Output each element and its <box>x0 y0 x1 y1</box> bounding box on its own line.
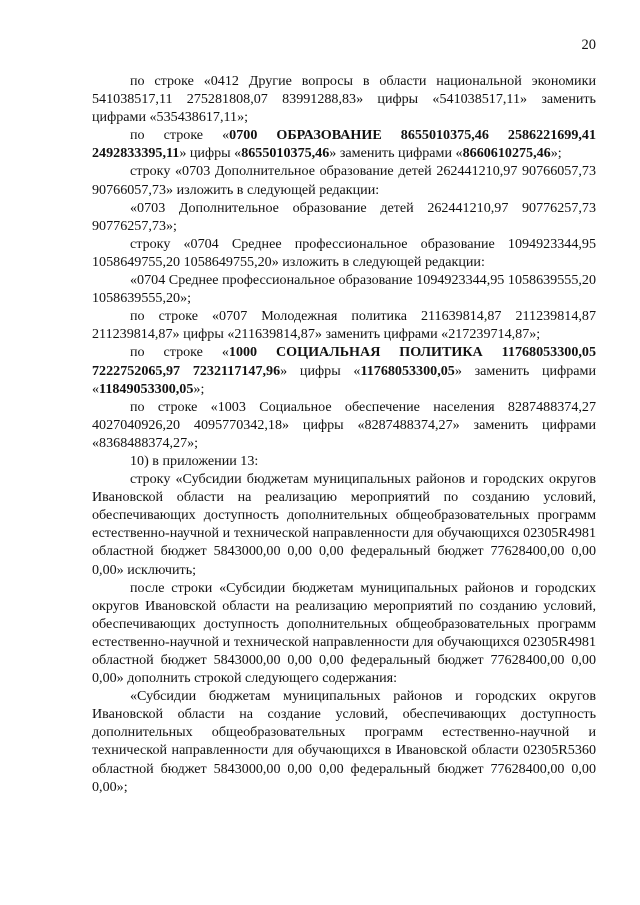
paragraph <box>92 470 596 579</box>
paragraph <box>92 398 596 452</box>
text-run: «Субсидии бюджетам муниципальных районов и городских округов Ивановской области на создание условий, обеспечивающих доступность дополнительных общеобразовательных программ естественно-научной и технической направленности для обучающихся в Ивановской области 02305R5360 областной бюджет 5843000,00 0,00 0,00 федеральный бюджет 77628400,00 0,00 0,00»; <box>92 688 596 795</box>
text-run: после строки «Субсидии бюджетам муниципальных районов и городских округов Ивановской области на реализацию мероприятий по созданию условий, обеспечивающих доступность дополнительных общеобразовательных программ естественно-научной и технической направленности для обучающихся 02305R4981 областной бюджет 5843000,00 0,00 0,00 федеральный бюджет 77628400,00 0,00 0,00» дополнить строкой следующего содержания: <box>92 579 596 687</box>
text-run: » цифры « <box>280 362 361 379</box>
paragraph <box>92 307 596 343</box>
paragraph <box>92 235 596 271</box>
page-number: 20 <box>581 37 596 53</box>
text-run: по строке «1003 Социальное обеспечение населения 8287488374,27 4027040926,20 4095770342,18» цифры «8287488374,27» заменить цифрами «8368488374,27»; <box>92 398 596 451</box>
paragraph <box>92 199 596 235</box>
text-run: » заменить цифрами « <box>92 362 596 397</box>
paragraph <box>92 271 596 307</box>
bold-text-run: 1000 СОЦИАЛЬНАЯ ПОЛИТИКА 11768053300,05 7222752065,97 7232117147,96 <box>92 344 596 379</box>
text-run: по строке «0707 Молодежная политика 211639814,87 211239814,87 211239814,87» цифры «211639814,87» заменить цифрами «217239714,87»; <box>92 308 596 343</box>
text-run: »; <box>550 145 562 162</box>
text-run: »; <box>193 380 205 397</box>
text-run: » цифры « <box>179 145 242 162</box>
text-run: строку «0704 Среднее профессиональное образование 1094923344,95 1058649755,20 1058649755,20» изложить в следующей редакции: <box>92 235 596 270</box>
text-run: » заменить цифрами « <box>329 145 463 162</box>
text-run: строку «0703 Дополнительное образование детей 262441210,97 90766057,73 90766057,73» изложить в следующей редакции: <box>92 163 596 198</box>
bold-text-run: 11849053300,05 <box>99 380 194 397</box>
document-body <box>92 72 596 796</box>
bold-text-run: 11768053300,05 <box>360 362 455 379</box>
text-run: «0704 Среднее профессиональное образование 1094923344,95 1058639555,20 1058639555,20»; <box>92 272 596 307</box>
text-run: 10) в приложении 13: <box>130 452 259 469</box>
paragraph <box>92 72 596 126</box>
text-run: строку «Субсидии бюджетам муниципальных районов и городских округов Ивановской области на реализацию мероприятий по созданию условий, обеспечивающих доступность дополнительных общеобразовательных программ естественно-научной и технической направленности для обучающихся 02305R4981 областной бюджет 5843000,00 0,00 0,00 федеральный бюджет 77628400,00 0,00 0,00» исключить; <box>92 471 596 578</box>
paragraph <box>92 687 596 796</box>
bold-text-run: 8655010375,46 <box>241 145 330 162</box>
paragraph <box>92 126 596 162</box>
paragraph <box>92 452 596 470</box>
text-run: «0703 Дополнительное образование детей 262441210,97 90776257,73 90776257,73»; <box>92 199 596 234</box>
bold-text-run: 8660610275,46 <box>462 145 551 162</box>
paragraph <box>92 162 596 198</box>
text-run: по строке « <box>130 127 230 144</box>
paragraph <box>92 343 596 397</box>
bold-text-run: 0700 ОБРАЗОВАНИЕ 8655010375,46 2586221699,41 2492833395,11 <box>92 127 596 162</box>
text-run: по строке «0412 Другие вопросы в области национальной экономики 541038517,11 275281808,07 83991288,83» цифры «541038517,11» заменить цифрами «535438617,11»; <box>92 73 596 126</box>
paragraph <box>92 579 596 688</box>
text-run: по строке « <box>130 344 229 361</box>
